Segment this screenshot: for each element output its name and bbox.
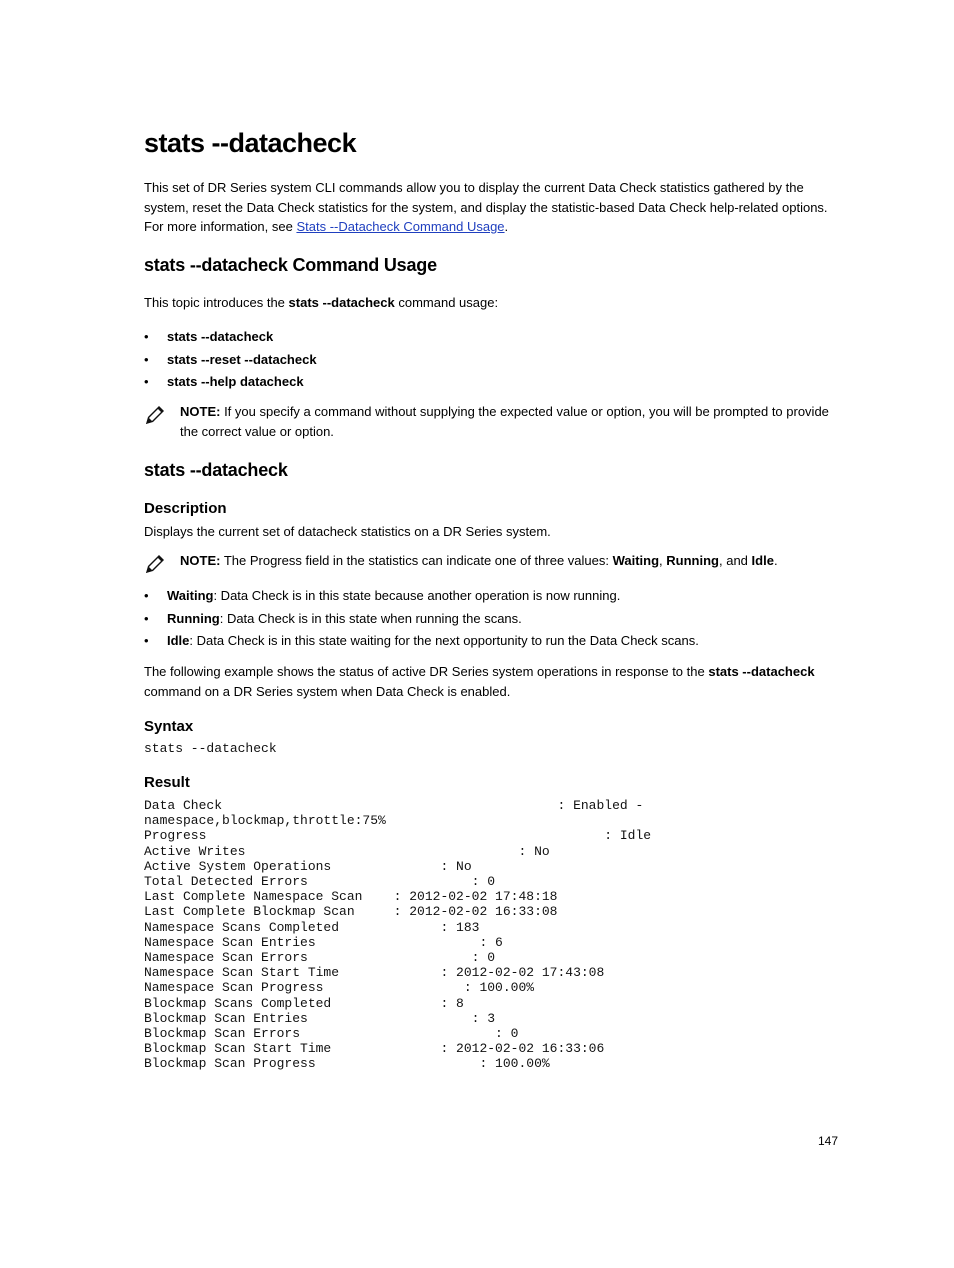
note-body: The Progress field in the statistics can indicate one of three values: [220,553,613,568]
note-text [180,402,832,442]
bullet-icon: • [144,329,149,344]
state-description: : Data Check is in this state waiting for the next opportunity to run the Data Check scans. [189,633,699,648]
example-paragraph [144,662,844,701]
pencil-note-icon [144,553,166,575]
state-idle: Idle [751,553,774,568]
command-name: stats --reset --datacheck [167,351,317,367]
usage-lead [144,293,844,313]
syntax-code: stats --datacheck [144,741,277,756]
state-waiting: Waiting [612,553,660,568]
note-body: If you specify a command without supplying the expected value or option, you will be prompted to provide the correct value or option. [180,404,829,439]
state-name: Waiting [167,588,214,603]
state-description: : Data Check is in this state because another operation is now running. [213,588,621,603]
command-name: stats --help datacheck [167,374,304,389]
usage-lead-command: stats --datacheck [288,295,395,310]
note-label: NOTE: [180,404,221,419]
command-list [144,327,317,395]
section-heading: stats --datacheck [144,460,288,480]
note-end: . [773,553,778,568]
intro-end: . [504,219,509,234]
intro-paragraph [144,178,844,237]
note-separator: , and [719,553,752,568]
example-command: stats --datacheck [708,664,815,679]
list-item [144,350,317,373]
progress-note-text [180,551,832,571]
state-name: Running [167,610,220,626]
result-output: Data Check : Enabled - namespace,blockmap,throttle:75% Progress : Idle Active Writes : No Active System Operations : No Total Detected Errors : 0 Last Complete Namespace Scan : 2012-02-02 17:48:18 Last Complete Blockmap Scan : 2012-02-02 16:33:08 Namespace Scans Completed : 183 Namespace Scan Entries : 6 Namespace Scan Errors : 0 Namespace Scan Start Time : 2012-02-02 17:43:08 Namespace Scan Progress : 100.00% Blockmap Scans Completed : 8 Blockmap Scan Entries : 3 Blockmap Scan Errors : 0 Blockmap Scan Start Time : 2012-02-02 16:33:06 Blockmap Scan Progress : 100.00% [144,798,652,1072]
bullet-icon: • [144,588,149,603]
state-description: : Data Check is in this state when running the scans. [219,610,522,626]
description-heading: Description [144,500,227,517]
list-item [144,609,699,632]
state-name: Idle [167,633,190,648]
description-text: Displays the current set of datacheck statistics on a DR Series system. [144,524,551,539]
command-name: stats --datacheck [167,329,274,344]
bullet-icon: • [144,633,149,648]
state-running: Running [666,553,719,568]
usage-lead-text: This topic introduces the [144,295,289,310]
page-number: 147 [818,1134,839,1148]
command-usage-link[interactable]: Stats --Datacheck Command Usage [296,219,505,234]
pencil-note-icon [144,404,166,426]
usage-lead-end: command usage: [394,295,499,310]
bullet-icon: • [144,374,149,389]
example-text: The following example shows the status of active DR Series system operations in response to the [144,664,709,679]
note-label: NOTE: [180,553,221,568]
list-item [144,372,317,395]
bullet-icon: • [144,610,149,626]
usage-heading: stats --datacheck Command Usage [144,255,437,275]
list-item [144,327,317,350]
list-item [144,586,699,609]
result-heading: Result [144,774,190,791]
example-end: command on a DR Series system when Data Check is enabled. [144,683,511,699]
state-list [144,586,699,654]
note-separator: , [659,553,667,568]
intro-text: This set of DR Series system CLI commands allow you to display the current Data Check statistics gathered by the system, reset the Data Check statistics for the system, and display the statistic-based Data Check help-related options. For more information, see [144,180,828,234]
syntax-heading: Syntax [144,718,194,735]
bullet-icon: • [144,351,149,367]
page-title: stats --datacheck [144,128,357,158]
list-item [144,631,699,654]
